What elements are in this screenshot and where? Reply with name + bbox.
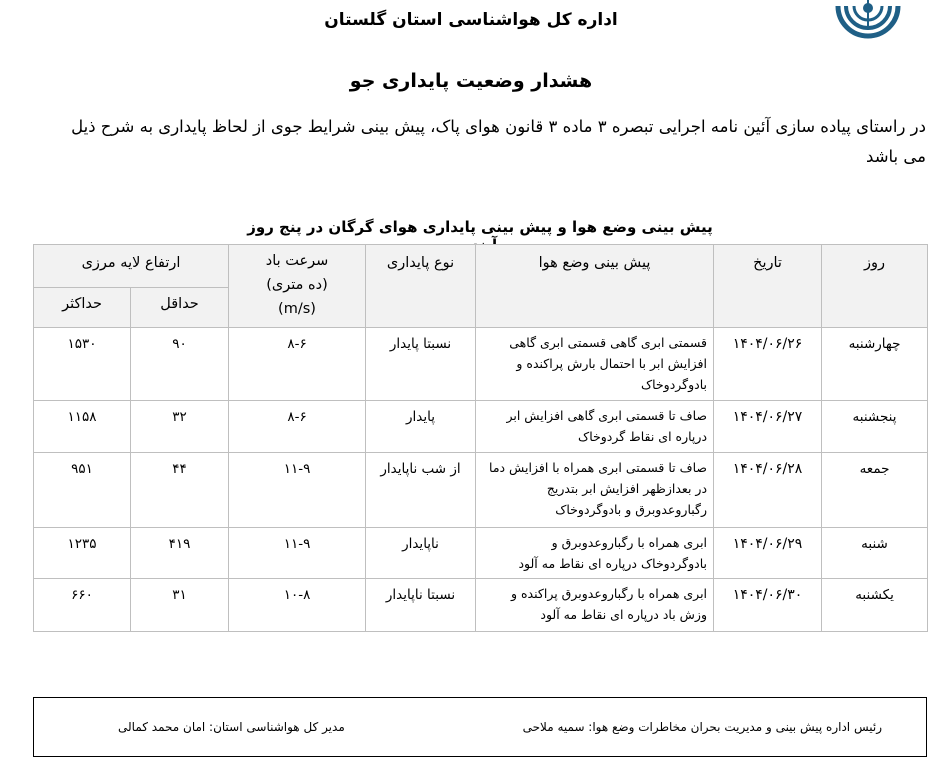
cell-weather: ابری همراه با رگباروعدوبرق پراکنده و وزش باد درپاره ای نقاط مه آلود xyxy=(476,579,714,632)
cell-min: ۹۰ xyxy=(131,328,229,401)
header-wind-line2: (ده متری) xyxy=(266,277,328,293)
organization-name: اداره کل هواشناسی استان گلستان xyxy=(324,10,618,30)
cell-min: ۴۱۹ xyxy=(131,528,229,579)
header-date: تاریخ xyxy=(714,245,822,328)
table-row xyxy=(34,401,928,453)
cell-max: ۱۵۳۰ xyxy=(34,328,131,401)
cell-weather: قسمتی ابری گاهی قسمتی ابری گاهی افزایش ابر با احتمال بارش پراکنده و بادوگردوخاک xyxy=(476,328,714,401)
intro-paragraph: در راستای پیاده سازی آئین نامه اجرایی تبصره ۳ ماده ۳ قانون هوای پاک، پیش بینی شرایط جوی از لحاظ پایداری به شرح ذیل می باشد xyxy=(71,117,926,166)
director-signature: مدیر کل هواشناسی استان: امان محمد کمالی xyxy=(118,720,345,734)
cell-max: ۹۵۱ xyxy=(34,453,131,528)
table-row xyxy=(34,579,928,632)
cell-day: یکشنبه xyxy=(822,579,928,632)
signature-box xyxy=(33,697,927,757)
page-title: هشدار وضعیت پایداری جو xyxy=(349,70,593,92)
meteorology-logo-icon xyxy=(832,0,904,40)
header-stability: نوع پایداری xyxy=(366,245,476,328)
table-row xyxy=(34,453,928,528)
table-title: پیش بینی وضع هوا و پیش بینی پایداری هوای گرگان در پنج روز xyxy=(247,218,713,236)
cell-stability: ناپایدار xyxy=(366,528,476,579)
cell-date: ۱۴۰۴/۰۶/۲۹ xyxy=(714,528,822,579)
cell-stability: از شب ناپایدار xyxy=(366,453,476,528)
header-weather: پیش بینی وضع هوا xyxy=(476,245,714,328)
header-wind-line1: سرعت باد xyxy=(265,253,329,269)
cell-max: ۱۱۵۸ xyxy=(34,401,131,453)
forecast-table xyxy=(33,244,928,632)
cell-wind: ۱۱-۹ xyxy=(229,453,366,528)
cell-max: ۶۶۰ xyxy=(34,579,131,632)
cell-day: جمعه xyxy=(822,453,928,528)
cell-wind: ۱۱-۹ xyxy=(229,528,366,579)
header-max: حداکثر xyxy=(34,288,131,328)
header-min: حداقل xyxy=(131,288,229,328)
cell-min: ۳۱ xyxy=(131,579,229,632)
header-boundary-layer: ارتفاع لایه مرزی xyxy=(34,245,229,288)
cell-weather: صاف تا قسمتی ابری گاهی افزایش ابر درپاره ای نقاط گردوخاک xyxy=(476,401,714,453)
header-day: روز xyxy=(822,245,928,328)
cell-min: ۴۴ xyxy=(131,453,229,528)
table-row xyxy=(34,328,928,401)
cell-wind: ۸-۶ xyxy=(229,328,366,401)
cell-stability: نسبتا پایدار xyxy=(366,328,476,401)
cell-weather: صاف تا قسمتی ابری همراه با افزایش دما در بعدازظهر افزایش ابر بتدریج رگباروعدوبرق و بادوگردوخاک xyxy=(476,453,714,528)
cell-day: چهارشنبه xyxy=(822,328,928,401)
cell-wind: ۸-۶ xyxy=(229,401,366,453)
header-wind-speed xyxy=(229,245,366,328)
header-wind-line3: (m/s) xyxy=(278,301,316,317)
cell-day: پنجشنبه xyxy=(822,401,928,453)
table-row xyxy=(34,528,928,579)
cell-date: ۱۴۰۴/۰۶/۳۰ xyxy=(714,579,822,632)
cell-stability: نسبتا ناپایدار xyxy=(366,579,476,632)
cell-date: ۱۴۰۴/۰۶/۲۸ xyxy=(714,453,822,528)
cell-min: ۳۲ xyxy=(131,401,229,453)
forecast-head-signature: رئیس اداره پیش بینی و مدیریت بحران مخاطرات وضع هوا: سمیه ملاحی xyxy=(522,720,882,734)
cell-weather: ابری همراه با رگباروعدوبرق و بادوگردوخاک درپاره ای نقاط مه آلود xyxy=(476,528,714,579)
cell-date: ۱۴۰۴/۰۶/۲۶ xyxy=(714,328,822,401)
cell-day: شنبه xyxy=(822,528,928,579)
cell-max: ۱۲۳۵ xyxy=(34,528,131,579)
cell-wind: ۱۰-۸ xyxy=(229,579,366,632)
cell-date: ۱۴۰۴/۰۶/۲۷ xyxy=(714,401,822,453)
cell-stability: پایدار xyxy=(366,401,476,453)
